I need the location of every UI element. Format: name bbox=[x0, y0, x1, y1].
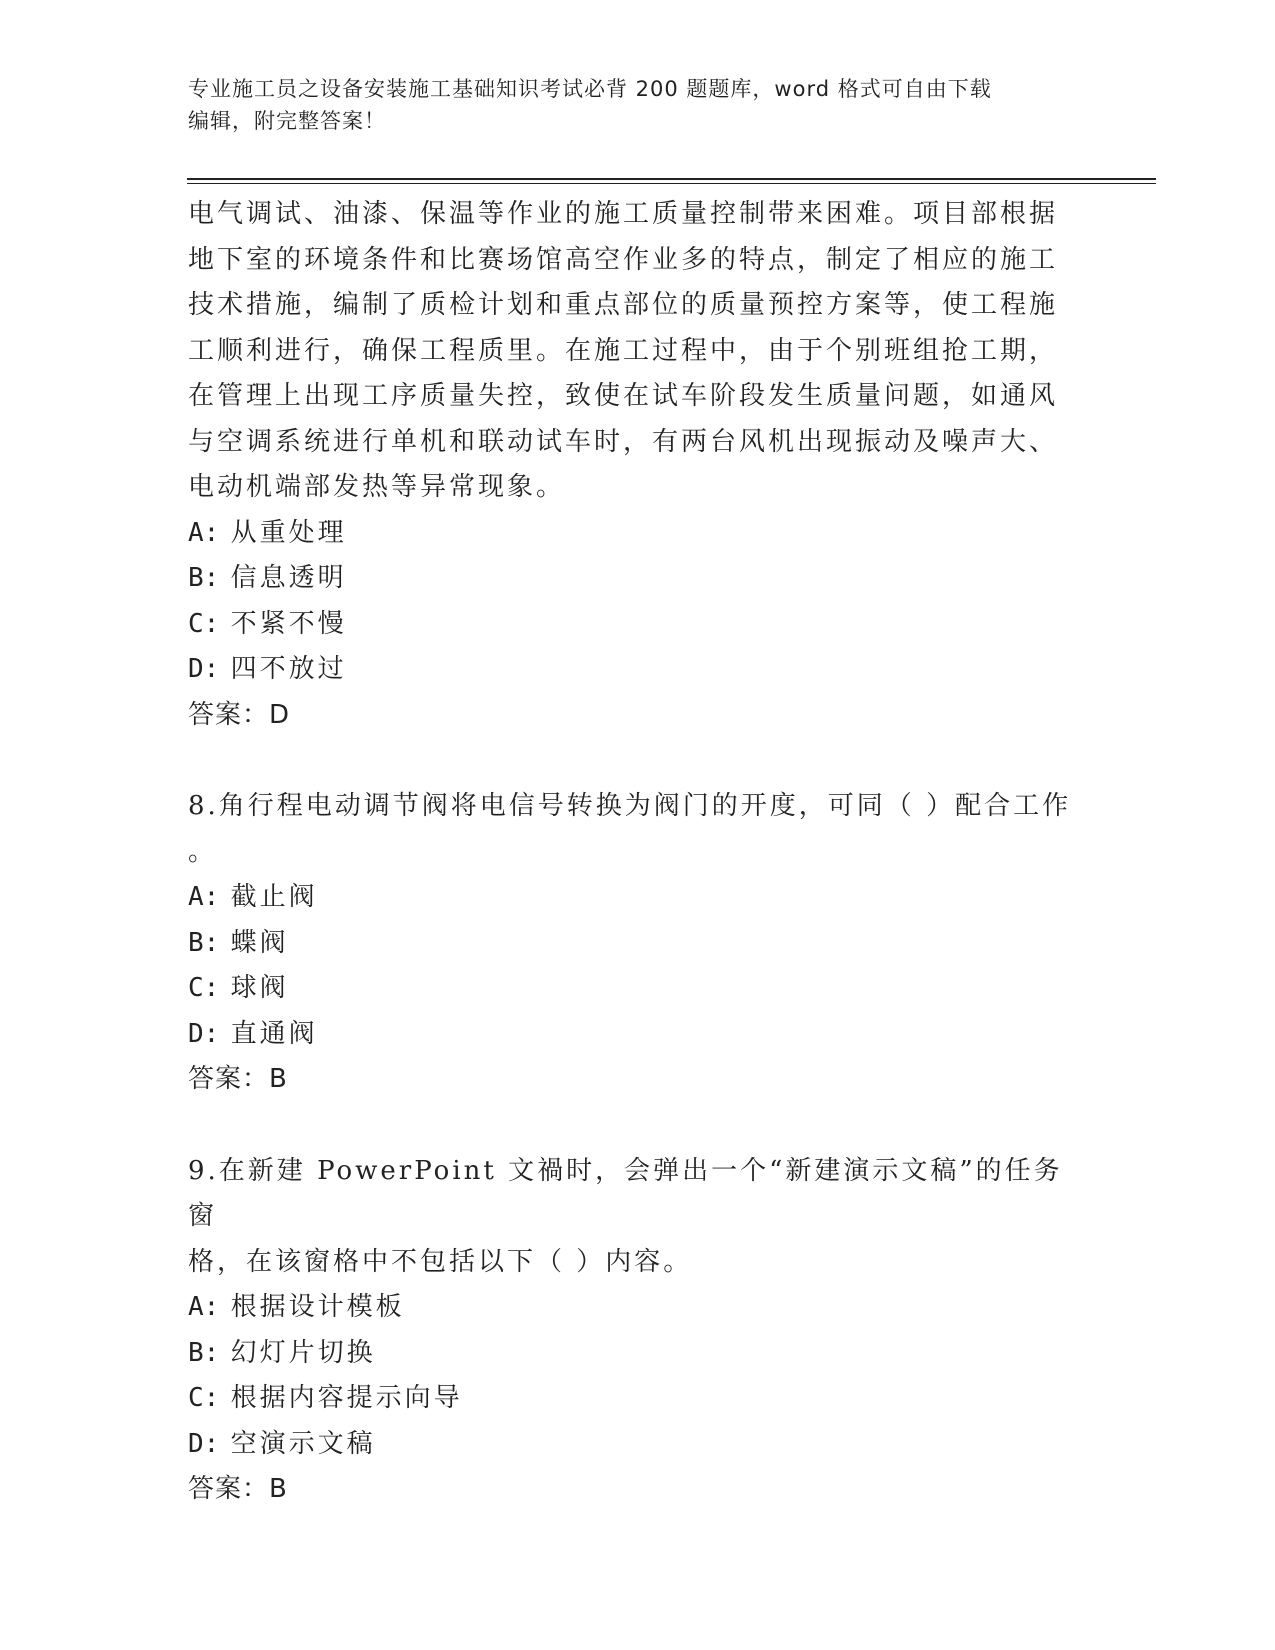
question-spacer bbox=[188, 1103, 1088, 1149]
option-c: C: 不紧不慢 bbox=[188, 608, 347, 639]
question-stem-line: 9.在新建 PowerPoint 文禍时，会弹出一个“新建演示文稿”的任务窗 bbox=[188, 1155, 1063, 1231]
option-a: A: 根据设计模板 bbox=[188, 1292, 405, 1322]
option-b: B: 蝶阀 bbox=[188, 927, 289, 958]
answer-line: 答案：D bbox=[188, 699, 291, 730]
header-rule-thick bbox=[187, 178, 1156, 180]
page-header bbox=[188, 73, 1088, 137]
answer-line: 答案：B bbox=[188, 1474, 288, 1504]
option-a: A: 截止阀 bbox=[188, 882, 318, 912]
question-stem-line: 地下室的环境条件和比赛场馆高空作业多的特点，制定了相应的施工 bbox=[188, 244, 1059, 275]
question-stem-line: 格，在该窗格中不包括以下（ ）内容。 bbox=[188, 1246, 693, 1277]
question-stem-line: 在管理上出现工序质量失控，致使在试车阶段发生质量问题，如通风 bbox=[188, 381, 1059, 411]
question-9 bbox=[188, 1149, 1088, 1513]
question-stem-line: 电动机端部发热等异常现象。 bbox=[188, 472, 566, 502]
header-line-2: 编辑，附完整答案！ bbox=[188, 109, 386, 133]
question-stem-line: 8.角行程电动调节阀将电信号转换为阀门的开度，可同（ ）配合工作 bbox=[188, 791, 1072, 821]
option-a: A: 从重处理 bbox=[188, 517, 347, 548]
option-c: C: 根据内容提示向导 bbox=[188, 1383, 463, 1413]
question-stem-line: 技术措施，编制了质检计划和重点部位的质量预控方案等，使工程施 bbox=[188, 290, 1059, 320]
option-d: D: 直通阀 bbox=[188, 1018, 318, 1049]
question-stem-line: 电气调试、油漆、保温等作业的施工质量控制带来困难。项目部根据 bbox=[188, 199, 1059, 229]
answer-line: 答案：B bbox=[188, 1064, 288, 1094]
document-body bbox=[188, 192, 1088, 1513]
question-stem-line: 。 bbox=[188, 836, 218, 867]
option-d: D: 四不放过 bbox=[188, 654, 347, 684]
question-stem-line: 与空调系统进行单机和联动试车时，有两台风机出现振动及噪声大、 bbox=[188, 426, 1059, 457]
header-line-1: 专业施工员之设备安装施工基础知识考试必背 200 题题库，word 格式可自由下载 bbox=[188, 77, 992, 101]
question-8 bbox=[188, 784, 1088, 1103]
question-spacer bbox=[188, 738, 1088, 784]
option-c: C: 球阀 bbox=[188, 973, 289, 1003]
option-b: B: 幻灯片切换 bbox=[188, 1337, 376, 1368]
question-stem-line: 工顺利进行，确保工程质里。在施工过程中，由于个别班组抢工期， bbox=[188, 335, 1059, 366]
option-d: D: 空演示文稿 bbox=[188, 1428, 376, 1459]
header-rule-thin bbox=[187, 183, 1156, 184]
question-7 bbox=[188, 192, 1088, 738]
option-b: B: 信息透明 bbox=[188, 563, 347, 593]
